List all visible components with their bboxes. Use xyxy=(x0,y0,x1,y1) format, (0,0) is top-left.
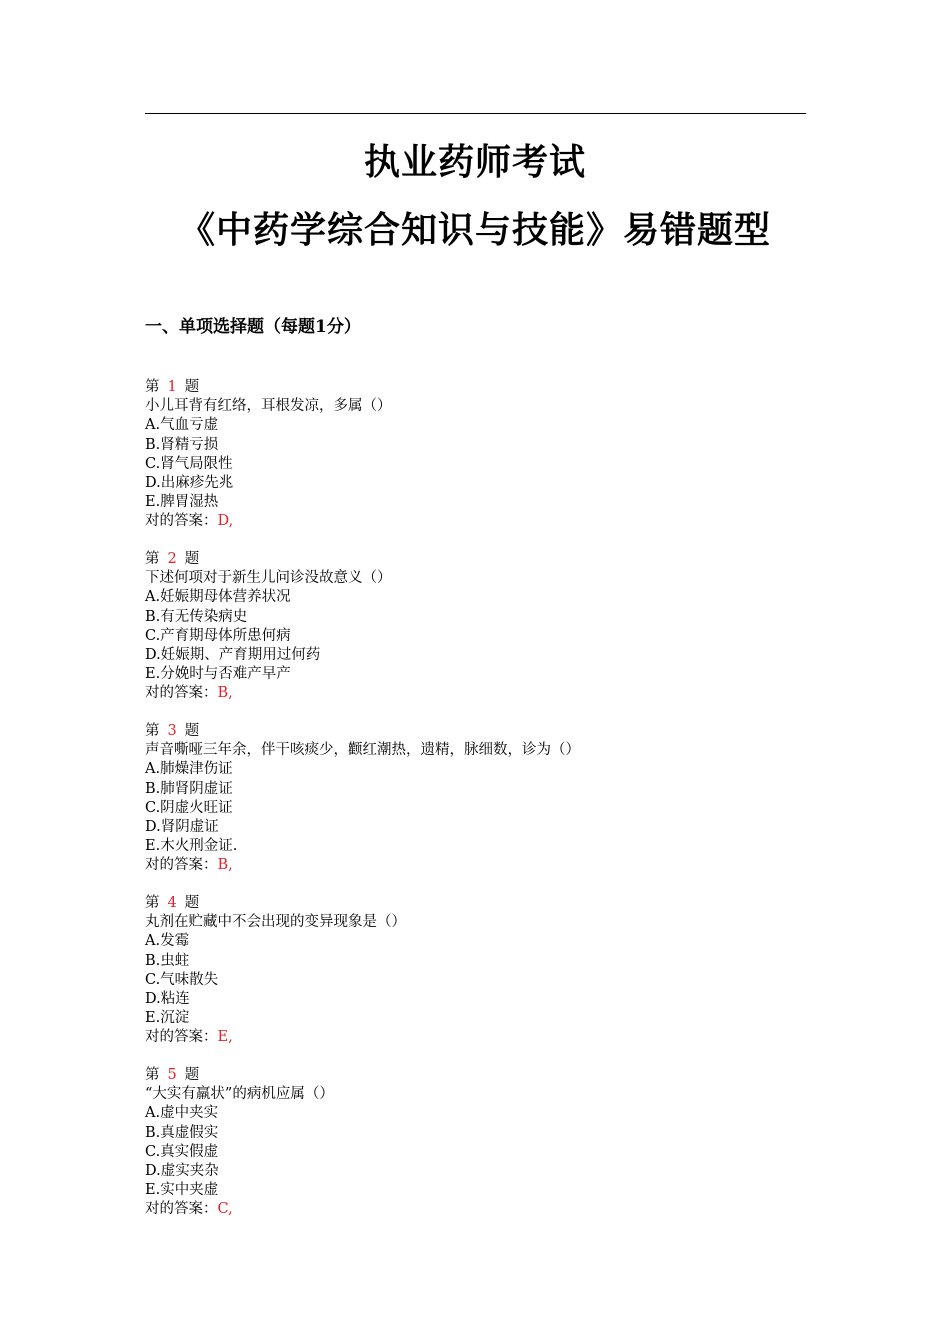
option-b: B.肺肾阴虚证 xyxy=(145,780,233,797)
question-stem: “大实有羸状”的病机应属（） xyxy=(145,1086,334,1103)
option-e: E.木火刑金证. xyxy=(145,838,238,855)
option-a: A.肺燥津伤证 xyxy=(145,761,233,778)
option-b: B.有无传染病史 xyxy=(145,608,248,625)
question-number: 1 xyxy=(167,379,177,395)
answer-value: B, xyxy=(217,685,233,702)
option-b: B.肾精亏损 xyxy=(145,436,219,453)
answer-line xyxy=(145,1200,805,1219)
answer-value: E, xyxy=(217,1029,233,1046)
question-prefix: 第 xyxy=(145,1067,160,1083)
section-heading: 一、单项选择题（每题1分） xyxy=(145,317,361,337)
answer-line xyxy=(145,684,805,703)
question-stem: 下述何项对于新生儿问诊没故意义（） xyxy=(145,570,392,587)
question-block-2 xyxy=(145,550,805,704)
option-d: D.肾阴虚证 xyxy=(145,818,219,835)
option-d: D.粘连 xyxy=(145,990,190,1007)
question-prefix: 第 xyxy=(145,895,160,911)
option-b: B.真虚假实 xyxy=(145,1124,219,1141)
question-header xyxy=(145,378,805,397)
option-a: A.发霉 xyxy=(145,933,190,950)
question-prefix: 第 xyxy=(145,379,160,395)
question-block-5 xyxy=(145,1066,805,1220)
answer-value: D, xyxy=(217,513,234,530)
header-rule xyxy=(145,113,806,114)
question-block-4 xyxy=(145,894,805,1048)
option-d: D.出麻疹先兆 xyxy=(145,474,234,491)
option-e: E.实中夹虚 xyxy=(145,1182,219,1199)
answer-label: 对的答案： xyxy=(145,513,218,530)
question-header xyxy=(145,1066,805,1085)
question-prefix: 第 xyxy=(145,551,160,567)
question-header xyxy=(145,550,805,569)
option-c: C.肾气局限性 xyxy=(145,455,233,472)
option-d: D.虚实夹杂 xyxy=(145,1162,219,1179)
option-a: A.妊娠期母体营养状况 xyxy=(145,589,291,606)
option-c: C.气味散失 xyxy=(145,971,219,988)
answer-label: 对的答案： xyxy=(145,1201,218,1218)
option-e: E.脾胃湿热 xyxy=(145,494,219,511)
question-number: 4 xyxy=(167,895,177,911)
question-number: 5 xyxy=(167,1067,177,1083)
answer-value: C, xyxy=(217,1201,233,1218)
question-header xyxy=(145,722,805,741)
question-stem: 小儿耳背有红络，耳根发凉，多属（） xyxy=(145,398,392,415)
option-e: E.分娩时与否难产早产 xyxy=(145,666,291,683)
document-title-line-1: 执业药师考试 xyxy=(363,141,586,183)
option-a: A.虚中夹实 xyxy=(145,1105,219,1122)
answer-line xyxy=(145,1028,805,1047)
question-number: 2 xyxy=(167,551,177,567)
document-title-line-2: 《中药学综合知识与技能》易错题型 xyxy=(178,209,771,251)
answer-line xyxy=(145,856,805,875)
question-block-1 xyxy=(145,378,805,532)
answer-label: 对的答案： xyxy=(145,857,218,874)
question-stem: 声音嘶哑三年余，伴干咳痰少，颧红潮热，遗精，脉细数，诊为（） xyxy=(145,742,580,759)
question-suffix: 题 xyxy=(184,379,200,395)
question-number: 3 xyxy=(167,723,177,739)
answer-label: 对的答案： xyxy=(145,1029,218,1046)
question-prefix: 第 xyxy=(145,723,160,739)
option-c: C.阴虚火旺证 xyxy=(145,799,233,816)
option-c: C.产育期母体所患何病 xyxy=(145,627,291,644)
question-suffix: 题 xyxy=(184,723,200,739)
option-a: A.气血亏虚 xyxy=(145,417,219,434)
question-block-3 xyxy=(145,722,805,876)
option-c: C.真实假虚 xyxy=(145,1143,219,1160)
question-suffix: 题 xyxy=(184,895,200,911)
option-e: E.沉淀 xyxy=(145,1010,190,1027)
answer-label: 对的答案： xyxy=(145,685,218,702)
question-suffix: 题 xyxy=(184,1067,200,1083)
question-suffix: 题 xyxy=(184,551,200,567)
option-d: D.妊娠期、产育期用过何药 xyxy=(145,646,321,663)
answer-value: B, xyxy=(217,857,233,874)
answer-line xyxy=(145,512,805,531)
question-stem: 丸剂在贮藏中不会出现的变异现象是（） xyxy=(145,914,406,931)
option-b: B.虫蛀 xyxy=(145,952,190,969)
question-header xyxy=(145,894,805,913)
